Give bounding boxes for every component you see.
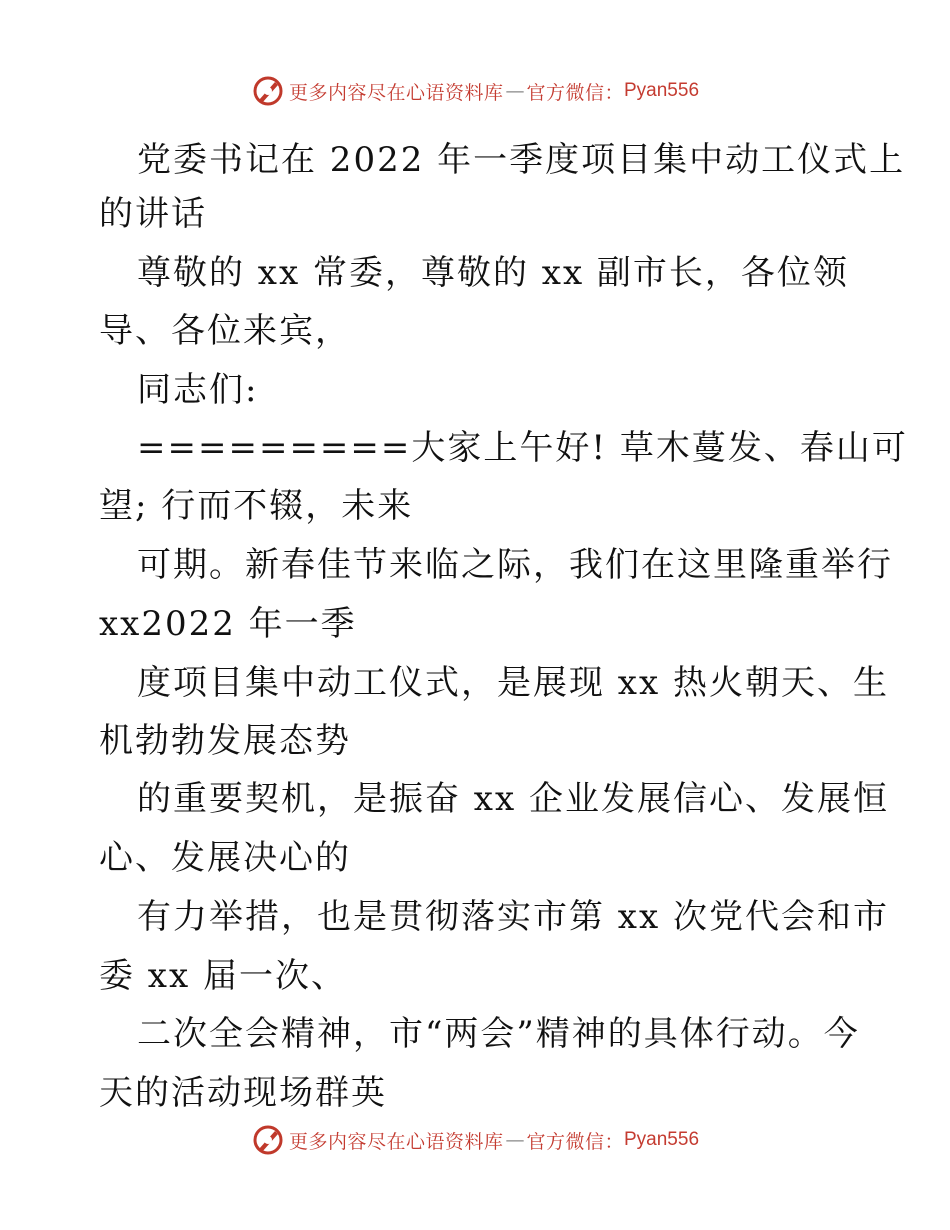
text-line: =========大家上午好! 草木蔓发、春山可 — [137, 428, 908, 468]
watermark-text: 更多内容尽在心语资料库 — [288, 81, 504, 104]
watermark-text: 更多内容尽在心语资料库 — [288, 1130, 504, 1153]
text-line: 望; 行而不辍，未来 — [99, 486, 414, 526]
text-line: 的重要契机，是振奋 xx 企业发展信心、发展恒 — [137, 779, 889, 819]
text-line: 导、各位来宾， — [99, 311, 351, 351]
watermark-label: 官方微信： — [526, 1130, 624, 1153]
footer-watermark — [0, 1120, 950, 1160]
watermark-label: 官方微信： — [526, 81, 624, 104]
watermark-id: Pyan556 — [624, 80, 700, 101]
text-line: 可期。新春佳节来临之际，我们在这里隆重举行 — [137, 545, 893, 585]
text-line: 有力举措，也是贯彻落实市第 xx 次党代会和市 — [137, 897, 889, 937]
text-line: 机勃勃发展态势 — [99, 721, 351, 761]
header-watermark — [0, 71, 950, 111]
text-line: 度项目集中动工仪式，是展现 xx 热火朝天、生 — [137, 663, 889, 703]
watermark-id: Pyan556 — [624, 1129, 700, 1150]
text-line: 党委书记在 2022 年一季度项目集中动工仪式上 — [137, 140, 906, 180]
text-line: xx2022 年一季 — [99, 604, 357, 644]
text-line: 同志们: — [137, 370, 259, 410]
text-line: 尊敬的 xx 常委，尊敬的 xx 副市长，各位领 — [137, 253, 849, 293]
watermark-dash: — — [505, 1129, 525, 1151]
text-line: 委 xx 届一次、 — [99, 956, 347, 996]
pen-logo-icon — [251, 1123, 285, 1157]
text-line: 天的活动现场群英 — [99, 1073, 387, 1113]
pen-logo-icon — [251, 74, 285, 108]
text-line: 心、发展决心的 — [99, 838, 351, 878]
text-line: 二次全会精神，市“两会”精神的具体行动。今 — [137, 1014, 860, 1054]
text-line: 的讲话 — [99, 194, 207, 234]
watermark-dash: — — [505, 80, 525, 102]
